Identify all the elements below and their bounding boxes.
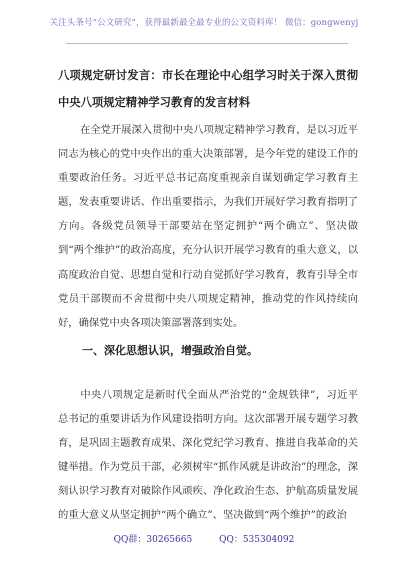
header-note: 关注头条号“公文研究”，获得最新最全最专业的公文资料库！ 微信：gongwenyj bbox=[49, 18, 359, 28]
body-paragraph-2 bbox=[58, 383, 358, 528]
footer-contact: QQ群：30265665 QQ：535304092 bbox=[113, 535, 295, 545]
paragraph-1-text: 在全党开展深入贯彻中央八项规定精神学习教育，是以习近平同志为核心的党中央作出的重大决策部署，是今年党的建设工作的重要政治任务。习近平总书记高度重视亲自谋划确定学习教育主题，发表重要讲话、作出重要指示，为我们开展好学习教育指明了方向。各级党员领导干部要站在坚定拥护“两个确立”、坚决做到“两个维护”的政治高度，充分认识开展学习教育的重大意义，以高度政治自觉、思想自觉和行动自觉抓好学习教育，教育引导全市党员干部锲而不舍贯彻中央八项规定精神，推动党的作风持续向好，确保党中央各项决策部署落到实处。 bbox=[58, 124, 359, 329]
paragraph-2-text: 中央八项规定是新时代全面从严治党的“金规铁律”，习近平总书记的重要讲话为作风建设指明方向。这次部署开展专题学习教育，是巩固主题教育成果、深化党纪学习教育、推进自我革命的关键举措。作为党员干部，必须树牢“抓作风就是讲政治”的理念，深刻认识学习教育对破除作风顽疾、净化政治生态、护航高质量发展的重大意义从坚定拥护“两个确立”、坚决做到“两个维护”的政治 bbox=[58, 389, 358, 522]
section-heading: 一、深化思想认识，增强政治自觉。 bbox=[82, 344, 258, 357]
body-paragraph-1 bbox=[58, 118, 358, 335]
document-title: 八项规定研讨发言：市长在理论中心组学习时关于深入贯彻中央八项规定精神学习教育的发言材料 bbox=[58, 68, 358, 109]
header-divider bbox=[66, 43, 348, 44]
